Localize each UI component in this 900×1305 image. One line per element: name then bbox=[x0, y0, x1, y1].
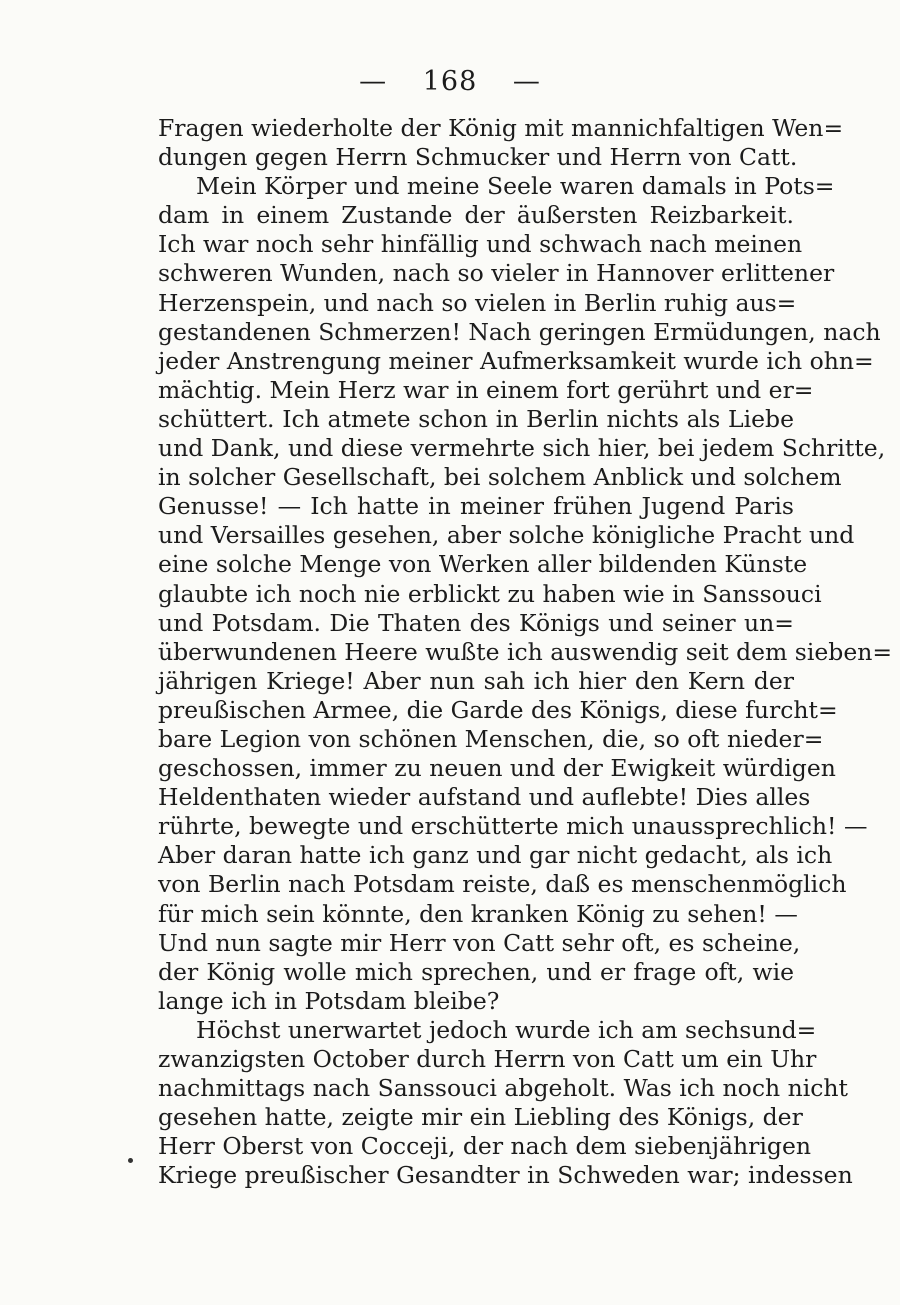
text-line: von Berlin nach Potsdam reiste, daß es menschenmöglich bbox=[158, 870, 847, 899]
text-line: gesehen hatte, zeigte mir ein Liebling des Königs, der bbox=[158, 1103, 803, 1132]
text-line: bare Legion von schönen Menschen, die, so oft nieder= bbox=[158, 724, 824, 753]
page-number-dash-left: — bbox=[359, 66, 388, 97]
text-line: schüttert. Ich atmete schon in Berlin nichts als Liebe bbox=[158, 404, 794, 433]
text-line: Kriege preußischer Gesandter in Schweden war; indessen bbox=[158, 1161, 853, 1190]
body-text bbox=[158, 114, 893, 1190]
text-line: und Dank, und diese vermehrte sich hier, bei jedem Schritte, bbox=[158, 434, 886, 463]
page-number: 168 bbox=[422, 66, 478, 97]
text-line: und Potsdam. Die Thaten des Königs und seiner un= bbox=[158, 608, 794, 637]
text-line: Herzenspein, und nach so vielen in Berlin ruhig aus= bbox=[158, 288, 797, 317]
text-line: mächtig. Mein Herz war in einem fort gerührt und er= bbox=[158, 375, 814, 404]
page-number-header bbox=[0, 66, 900, 97]
text-line: glaubte ich noch nie erblickt zu haben wie in Sanssouci bbox=[158, 579, 822, 608]
text-line: schweren Wunden, nach so vieler in Hannover erlittener bbox=[158, 259, 835, 288]
text-line: lange ich in Potsdam bleibe? bbox=[158, 986, 500, 1015]
text-line: eine solche Menge von Werken aller bildenden Künste bbox=[158, 550, 808, 579]
text-line: preußischen Armee, die Garde des Königs, diese furcht= bbox=[158, 695, 838, 724]
text-line: nachmittags nach Sanssouci abgeholt. Was ich noch nicht bbox=[158, 1074, 848, 1103]
text-line: jährigen Kriege! Aber nun sah ich hier den Kern der bbox=[158, 666, 794, 695]
text-line: für mich sein könnte, den kranken König zu sehen! — bbox=[158, 899, 798, 928]
text-line: gestandenen Schmerzen! Nach geringen Ermüdungen, nach bbox=[158, 317, 881, 346]
text-line: Ich war noch sehr hinfällig und schwach nach meinen bbox=[158, 230, 803, 259]
text-line: Genusse! — Ich hatte in meiner frühen Jugend Paris bbox=[158, 492, 794, 521]
text-line: der König wolle mich sprechen, und er frage oft, wie bbox=[158, 957, 794, 986]
text-line: Aber daran hatte ich ganz und gar nicht gedacht, als ich bbox=[158, 841, 833, 870]
paragraph-start-line: Mein Körper und meine Seele waren damals in Pots= bbox=[196, 172, 835, 201]
paragraph-start-line: Höchst unerwartet jedoch wurde ich am sechsund= bbox=[196, 1015, 817, 1044]
text-line: dungen gegen Herrn Schmucker und Herrn von Catt. bbox=[158, 143, 798, 172]
text-line: überwundenen Heere wußte ich auswendig seit dem sieben= bbox=[158, 637, 893, 666]
text-line: jeder Anstrengung meiner Aufmerksamkeit wurde ich ohn= bbox=[158, 346, 874, 375]
text-line: geschossen, immer zu neuen und der Ewigkeit würdigen bbox=[158, 754, 836, 783]
page-number-dash-right: — bbox=[512, 66, 541, 97]
text-line: dam in einem Zustande der äußersten Reizbarkeit. bbox=[158, 201, 794, 230]
margin-mark-dot bbox=[128, 1158, 133, 1163]
text-line: Herr Oberst von Cocceji, der nach dem siebenjährigen bbox=[158, 1132, 811, 1161]
text-line: Fragen wiederholte der König mit mannichfaltigen Wen= bbox=[158, 114, 844, 142]
text-line: in solcher Gesellschaft, bei solchem Anblick und solchem bbox=[158, 463, 842, 492]
text-line: Heldenthaten wieder aufstand und auflebte! Dies alles bbox=[158, 783, 811, 812]
text-line: zwanzigsten October durch Herrn von Catt um ein Uhr bbox=[158, 1045, 817, 1073]
text-line: und Versailles gesehen, aber solche königliche Pracht und bbox=[158, 521, 855, 550]
text-line: Und nun sagte mir Herr von Catt sehr oft, es scheine, bbox=[158, 928, 801, 957]
text-line: rührte, bewegte und erschütterte mich unaussprechlich! — bbox=[158, 812, 868, 841]
